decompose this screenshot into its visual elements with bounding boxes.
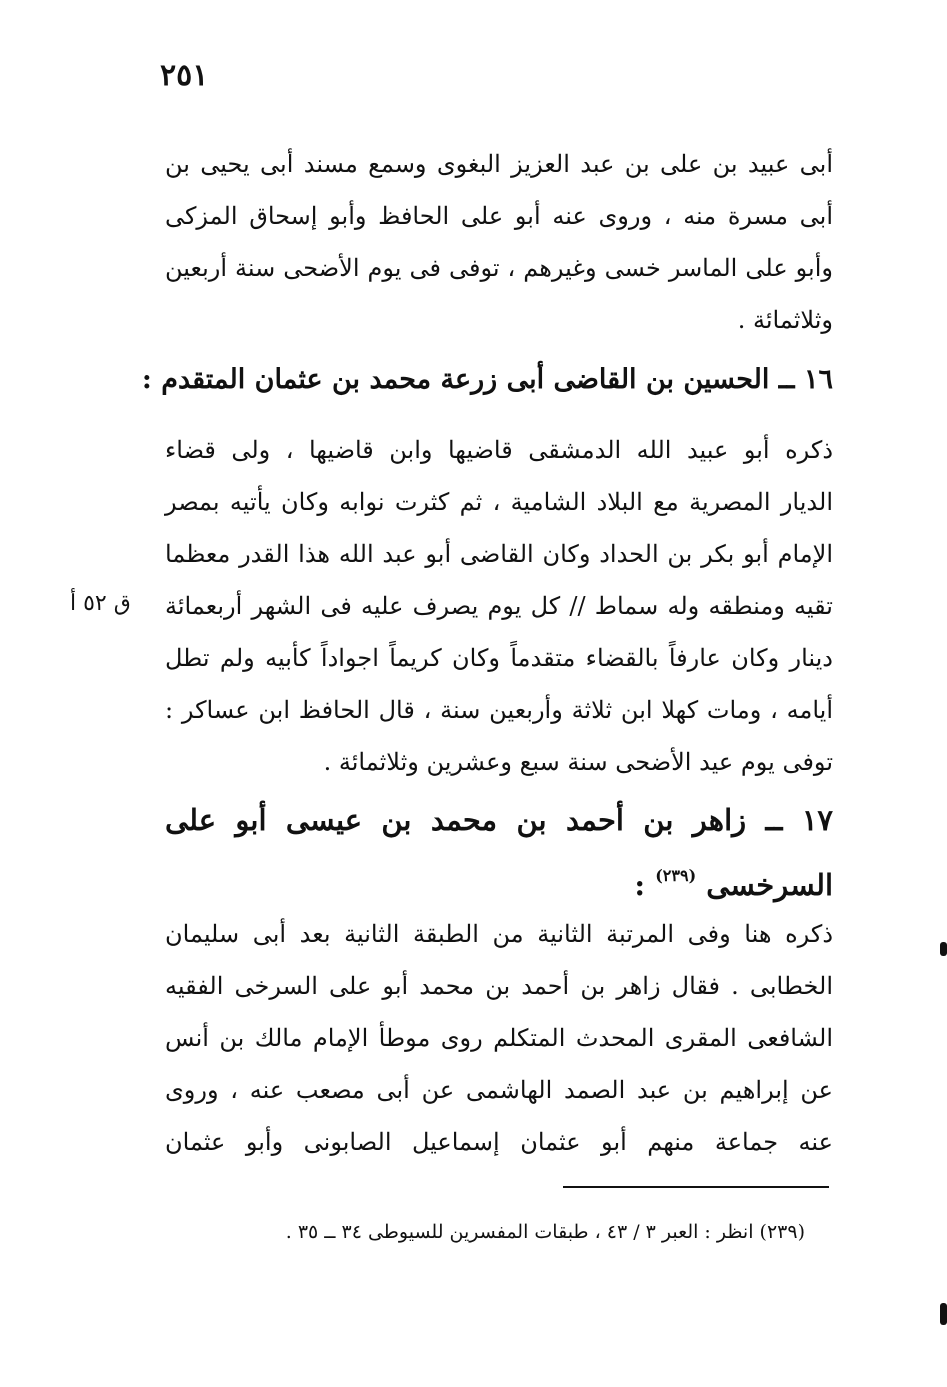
footnote-reference: (٢٣٩) [655,866,697,885]
paragraph-line: تقيه ومنطقه وله سماط // كل يوم يصرف عليه فى الشهر أربعمائة [165,592,833,620]
entry-heading-17 [165,792,833,904]
paragraph-line: عنه جماعة منهم أبو عثمان إسماعيل الصابونى وأبو عثمان [165,1128,833,1156]
paragraph-line: ذكره أبو عبيد الله الدمشقى قاضيها وابن قاضيها ، ولى قضاء [165,436,833,464]
paragraph-line: وأبو على الماسر خسى وغيرهم ، توفى فى يوم الأضحى سنة أربعين [165,254,833,282]
paragraph-line: الشافعى المقرى المحدث المتكلم روى موطأ الإمام مالك بن أنس [165,1024,833,1052]
manuscript-folio-note: ق ٥٢ أ [70,591,131,616]
paragraph-2 [165,424,833,788]
entry-heading-16: ١٦ ــ الحسين بن القاضى أبى زرعة محمد بن عثمان المتقدم : [141,364,833,395]
heading-line-1: ١٧ ــ زاهر بن أحمد بن محمد بن عيسى أبو على [165,803,833,837]
paragraph-line: أيامه ، ومات كهلا ابن ثلاثة وأربعين سنة ، قال الحافظ ابن عساكر : [165,696,833,724]
heading-name: السرخسى [706,868,833,902]
paragraph-line: الإمام أبو بكر بن الحداد وكان القاضى أبو عبد الله هذا القدر معظما [165,540,833,568]
paragraph-line: دينار وكان عارفاً بالقضاء متقدماً وكان كريماً اجواداً كأبيه ولم تطل [165,644,833,672]
paragraph-line: الخطابى . فقال زاهر بن أحمد بن محمد أبو على السرخى الفقيه [165,972,833,1000]
page-number: ٢٥١ [160,58,209,93]
footnote-divider [563,1186,829,1188]
paragraph-line: أبى مسرة منه ، وروى عنه أبو على الحافظ وأبو إسحاق المزكى [165,202,833,230]
paragraph-line: أبى عبيد بن على بن عبد العزيز البغوى وسمع مسند أبى يحيى بن [165,150,833,178]
paragraph-line: عن إبراهيم بن عبد الصمد الهاشمى عن أبى مصعب عنه ، وروى [165,1076,833,1104]
paragraph-line: الديار المصرية مع البلاد الشامية ، ثم كثرت نوابه وكان يأتيه بمصر [165,488,833,516]
paragraph-3 [165,908,833,1168]
scan-edge-mark [940,1303,947,1325]
paragraph-line: ذكره هنا وفى المرتبة الثانية من الطبقة الثانية بعد أبى سليمان [165,920,833,948]
paragraph-line: وثلاثمائة . [737,306,833,334]
paragraph-1 [165,138,833,346]
footnote: (٢٣٩) انظر : العبر ٣ / ٤٣ ، طبقات المفسرين للسيوطى ٣٤ ــ ٣٥ . [285,1221,805,1243]
paragraph-line: توفى يوم عيد الأضحى سنة سبع وعشرين وثلاثمائة . [323,748,833,776]
heading-colon: : [634,868,646,902]
scan-edge-mark [940,942,947,956]
heading-line-2 [165,848,833,904]
